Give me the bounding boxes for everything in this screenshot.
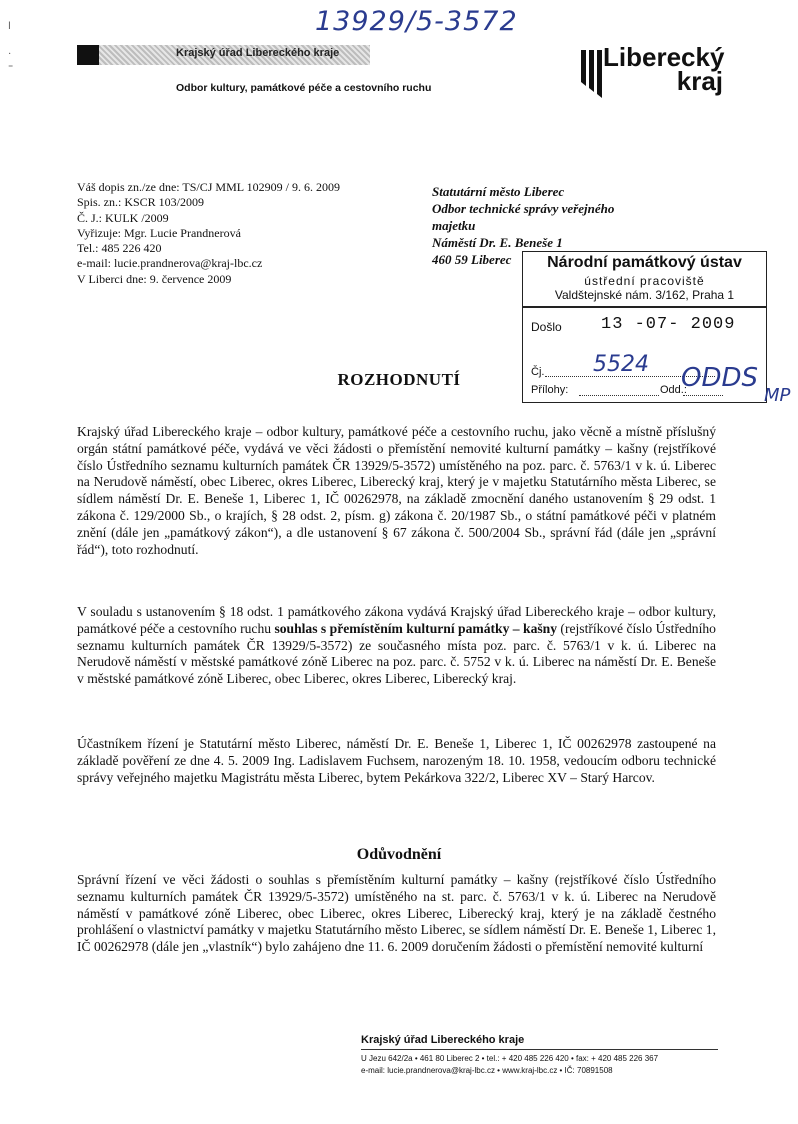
stamp-attachments-line — [579, 395, 659, 396]
meta-reference-number: Č. J.: KULK /2009 — [77, 210, 169, 225]
margin-marks: ⅼ · ⁼ — [8, 21, 14, 74]
header-office-name: Krajský úřad Libereckého kraje — [176, 47, 340, 59]
section-heading-justification: Odůvodnění — [356, 846, 442, 863]
stamp-title: Národní památkový ústav — [547, 254, 742, 271]
paragraph-decision-consent — [77, 604, 716, 688]
consent-text-bold: souhlas s přemístěním kulturní památky – kašny — [274, 620, 558, 636]
header-department: Odbor kultury, památkové péče a cestovního ruchu — [176, 82, 432, 94]
footer-address: U Jezu 642/2a • 461 80 Liberec 2 • tel.: + 420 485 226 420 • fax: + 420 485 226 367 — [361, 1054, 659, 1063]
paragraph-decision-intro: Krajský úřad Libereckého kraje – odbor kultury, památkové péče a cestovního ruchu, jako věcně a místně příslušný orgán státní památkové péče, vydává ve věci žádosti o přemístění nemovité kulturní památky – kašny (rejstříkové číslo Ústředního seznamu kulturních památek ČR 13929/5-3572) umístěného na poz. parc. č. 5763/1 v k. ú. Liberec na Nerudově náměstí, obec Liberec, okres Liberec, Liberecký kraj, který je v majetku Statutárního města Liberec, se sídlem náměstí Dr. E. Beneše 1, Liberec 1, IČ 00262978, na základě zmocnění daného ustanovením § 29 odst. 1 zákona č. 129/2000 Sb., o krajích, § 28 odst. 2, písm. g) zákona č. 20/1987 Sb., o státní památkové péči v platném znění (dále jen „památkový zákon“), a dle ustanovení § 67 zákona č. 500/2004 Sb., správní řád (dále jen „správní řád“), toto rozhodnutí. — [77, 424, 716, 557]
stamp-cj-label: Čj. — [531, 366, 545, 378]
handwritten-file-number: 13929/5-3572 — [315, 6, 518, 37]
meta-phone: Tel.: 485 226 420 — [77, 241, 162, 256]
recipient-line4: Náměstí Dr. E. Beneše 1 — [432, 235, 563, 250]
meta-handled-by: Vyřizuje: Mgr. Lucie Prandnerová — [77, 225, 241, 240]
consent-text-start: V souladu s ustanovením § 18 odst. 1 památkového zákona vydává Krajský úřad Libereckého kraje – odbor kultury, památkové péče a cestovního ruchu — [77, 604, 716, 636]
stamp-dept-line — [683, 395, 723, 396]
recipient-line3: majetku — [432, 218, 476, 233]
footer-office-name: Krajský úřad Libereckého kraje — [361, 1034, 525, 1046]
consent-text-end: (rejstříkové číslo Ústředního seznamu kulturních památek ČR 13929/5-3572) ze současného místa poz. parc. č. 5763/1 v k. ú. Liberec na Nerudově náměstí v městské památkové zóně Liberec na poz. parc. č. 5752 v k. ú. Liberec na náměstí Dr. E. Beneše v městské památkové zóně Liberec, obec Liberec, okres Liberec, Liberecký kraj. — [77, 620, 716, 687]
meta-email: e-mail: lucie.prandnerova@kraj-lbc.cz — [77, 256, 263, 271]
margin-handwritten-note: MP — [764, 385, 791, 406]
recipient-line2: Odbor technické správy veřejného — [432, 201, 615, 216]
recipient-line1: Statutární město Liberec — [432, 184, 565, 199]
stamp-address: Valdštejnské nám. 3/162, Praha 1 — [554, 288, 735, 302]
stamp-received-label: Došlo — [531, 320, 562, 334]
document-title: ROZHODNUTÍ — [337, 370, 461, 389]
meta-date: V Liberci dne: 9. července 2009 — [77, 271, 232, 286]
header-bar-block — [77, 45, 99, 65]
paragraph-justification: Správní řízení ve věci žádosti o souhlas s přemístěním kulturní památky – kašny (rejstříkové číslo Ústředního seznamu kulturních památek ČR 13929/5-3572) umístěného na st. parc. č. 5763/1 v k. ú. Liberec na Nerudově náměstí v památkové zóně Liberec, obec Liberec, okres Liberec, Liberecký kraj, který je na základě čestného prohlášení o vlastnictví památky v majetku Statutárního město Liberec, se sídlem náměstí Dr. E. Beneše 1, Liberec 1, IČ 00262978 (dále jen „vlastník“) bylo zahájeno dne 11. 6. 2009 doručením žádosti o přemístění nemovité kulturní — [77, 872, 716, 955]
meta-your-letter: Váš dopis zn./ze dne: TS/CJ MML 102909 / 9. 6. 2009 — [77, 180, 340, 194]
stamp-dept-label: Odd.: — [660, 384, 687, 396]
stamp-cj-value: 5524 — [593, 352, 649, 377]
meta-file-number: Spis. zn.: KSCR 103/2009 — [77, 195, 205, 210]
stamp-subtitle: ústřední pracoviště — [584, 274, 705, 288]
reference-block — [77, 180, 340, 287]
stamp-attachments-label: Přílohy: — [531, 384, 569, 396]
stamp-received-date: 13 -07- 2009 — [601, 315, 736, 334]
footer-rule — [361, 1049, 718, 1050]
stamp-dept-value: ODDS — [681, 363, 759, 393]
logo-line1: Liberecký — [603, 42, 725, 72]
stamp-divider — [523, 306, 766, 308]
recipient-line5: 460 59 Liberec — [432, 252, 512, 267]
paragraph-participant: Účastníkem řízení je Statutární město Liberec, náměstí Dr. E. Beneše 1, Liberec 1, IČ 00262978 zastoupené na základě pověření ze dne 4. 5. 2009 Ing. Ladislavem Fuchsem, narozeným 18. 10. 1958, vedoucím odboru technické správy veřejného majetku Magistrátu města Liberec, bytem Pekárkova 322/2, Liberec XV – Starý Harcov. — [77, 736, 716, 785]
logo — [603, 42, 725, 96]
footer-contacts: e-mail: lucie.prandnerova@kraj-lbc.cz • www.kraj-lbc.cz • IČ: 70891508 — [361, 1066, 613, 1075]
logo-line2: kraj — [676, 66, 723, 96]
